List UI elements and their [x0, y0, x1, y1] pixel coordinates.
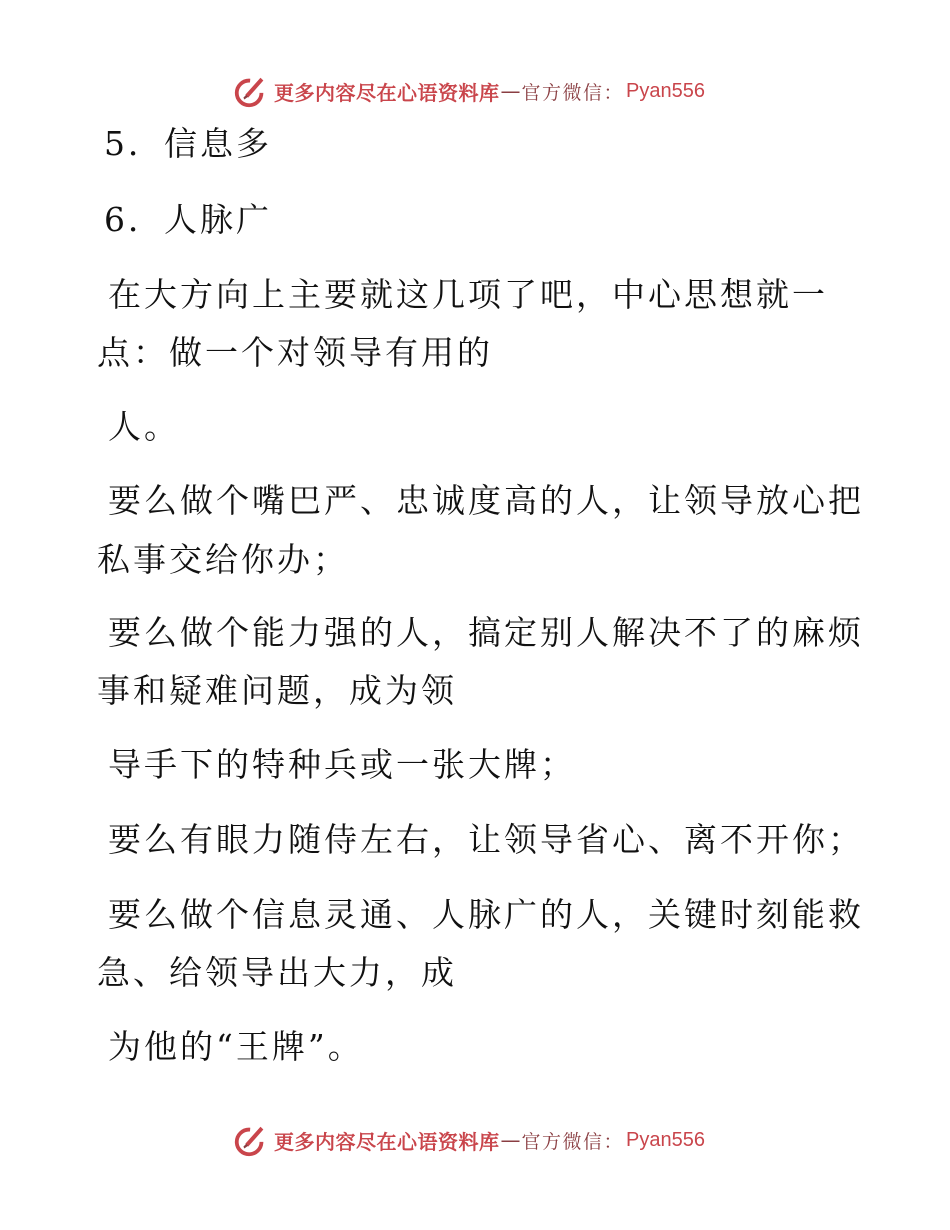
body-line: 在大方向上主要就这几项了吧，中心思想就一	[108, 275, 828, 314]
watermark-dash: —	[500, 79, 521, 103]
body-line: 导手下的特种兵或一张大牌；	[108, 745, 576, 784]
body-line: 要么做个能力强的人，搞定别人解决不了的麻烦	[108, 613, 864, 652]
watermark-footer	[232, 1120, 752, 1160]
watermark-wechat-id: Pyan556	[626, 79, 705, 102]
watermark-main-text: 更多内容尽在心语资料库	[274, 80, 500, 105]
watermark-sub-text: 官方微信：	[521, 1130, 625, 1153]
watermark-wechat-id: Pyan556	[626, 1128, 705, 1151]
watermark-main-text: 更多内容尽在心语资料库	[274, 1129, 500, 1154]
body-line: 人。	[108, 407, 180, 446]
watermark-sub-text: 官方微信：	[521, 81, 625, 104]
body-line: 要么有眼力随侍左右，让领导省心、离不开你；	[108, 820, 864, 859]
body-line: 要么做个信息灵通、人脉广的人，关键时刻能救	[108, 895, 864, 934]
body-line: 私事交给你办；	[97, 540, 349, 579]
watermark-dash: —	[500, 1128, 521, 1152]
brush-circle-logo-icon	[232, 1121, 270, 1159]
body-line: 为他的“王牌”。	[108, 1027, 364, 1066]
body-line: 6．人脉广	[104, 200, 272, 239]
body-line: 急、给领导出大力，成	[97, 953, 457, 992]
body-line: 事和疑难问题，成为领	[97, 671, 457, 710]
body-line: 要么做个嘴巴严、忠诚度高的人，让领导放心把	[108, 481, 864, 520]
body-line: 点：做一个对领导有用的	[97, 333, 493, 372]
body-line: 5．信息多	[104, 124, 272, 163]
